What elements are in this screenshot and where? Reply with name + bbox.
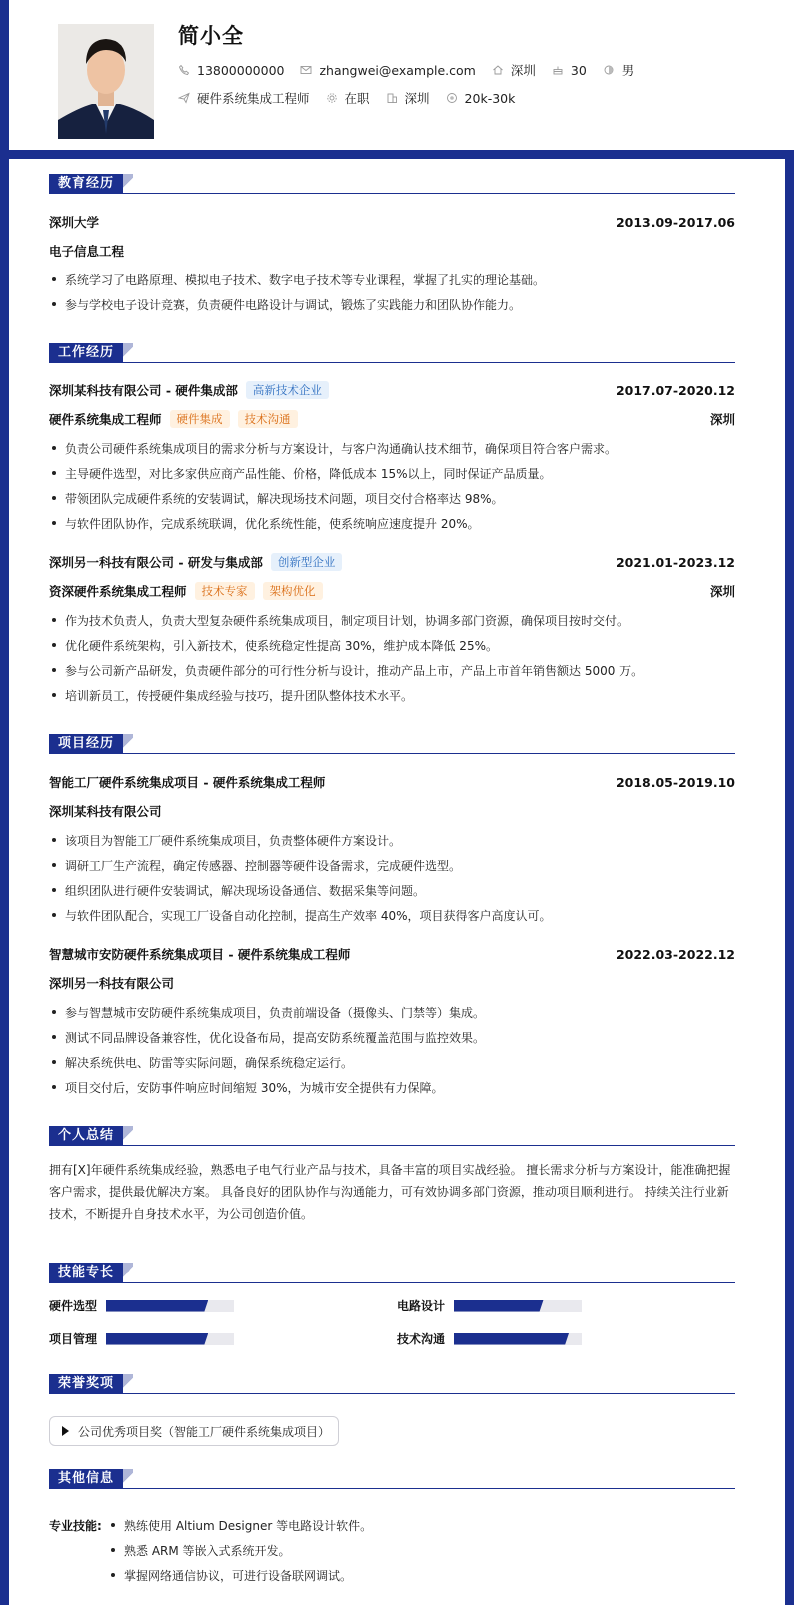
skill-item [49,1297,234,1314]
candidate-name: 简小全 [178,24,244,48]
building-icon [386,92,398,104]
skill-bar [106,1300,234,1312]
project-date: 2022.03-2022.12 [615,946,735,962]
city-text: 深圳 [404,91,430,106]
skill-tag: 技术专家 [195,582,255,600]
section-tail [121,1126,133,1146]
email-text: zhangwei@example.com [319,62,476,78]
section-tail [121,1374,133,1394]
list-item: 参与公司新产品研发，负责硬件部分的可行性分析与设计，推动产品上市，产品上市首年销售额达 5000 万。 [49,662,735,679]
job-title: 硬件系统集成工程师 [49,412,162,427]
position-item [178,89,310,107]
section-project [49,734,735,754]
award-item[interactable] [49,1416,339,1446]
home-icon [492,64,504,76]
phone-icon [178,64,190,76]
skill-item [397,1330,582,1347]
list-item: 调研工厂生产流程，确定传感器、控制器等硬件设备需求，完成硬件选型。 [49,857,735,874]
company-name: 深圳某科技有限公司 - 硬件集成部 [49,383,238,398]
mail-icon [300,64,312,76]
list-item: 测试不同品牌设备兼容性，优化设备布局，提高安防系统覆盖范围与监控效果。 [49,1029,735,1046]
list-item: 优化硬件系统架构，引入新技术，使系统稳定性提高 30%，维护成本降低 25%。 [49,637,735,654]
list-item: 该项目为智能工厂硬件系统集成项目，负责整体硬件方案设计。 [49,832,735,849]
coin-icon [446,92,458,104]
phone-text: 13800000000 [197,62,285,78]
salary-item [446,91,516,106]
gender-item [603,61,635,79]
major: 电子信息工程 [49,244,125,259]
school-name: 深圳大学 [49,215,100,230]
section-label: 技能专长 [49,1263,123,1283]
gear-icon [326,92,338,104]
section-other [49,1469,735,1489]
project-company: 深圳另一科技有限公司 [49,976,175,991]
work-title-row [49,410,735,428]
list-item: 项目交付后，安防事件响应时间缩短 30%，为城市安全提供有力保障。 [49,1079,735,1096]
location-text: 深圳 [510,63,536,78]
status-text: 在职 [344,91,370,106]
phone-item [178,63,284,78]
project-date: 2018.05-2019.10 [615,774,735,790]
list-item: 与软件团队配合，实现工厂设备自动化控制，提高生产效率 40%，项目获得客户高度认可。 [49,907,735,924]
project-name: 智慧城市安防硬件系统集成项目 - 硬件系统集成工程师 [49,947,351,962]
company-tag: 高新技术企业 [246,381,329,399]
skill-tag: 技术沟通 [238,410,298,428]
section-label: 个人总结 [49,1126,123,1146]
skill-bar-fill [454,1333,569,1345]
work-company-row [49,553,735,571]
section-tail [121,174,133,194]
skill-item [397,1297,582,1314]
project-company: 深圳某科技有限公司 [49,804,162,819]
project-name: 智能工厂硬件系统集成项目 - 硬件系统集成工程师 [49,775,326,790]
list-item: 参与学校电子设计竞赛，负责硬件电路设计与调试，锻炼了实践能力和团队协作能力。 [49,296,735,313]
summary-text: 拥有[X]年硬件系统集成经验，熟悉电子电气行业产品与技术，具备丰富的项目实战经验。 擅长需求分析与方案设计，能准确把握客户需求，提供最优解决方案。 具备良好的团队协作与沟通能力，可有效协调多部门资源，推动项目顺利进行。 持续关注行业新技术，不断提升自身技术水平，为公司创造价值。 [49,1163,731,1221]
skill-name: 技术沟通 [397,1332,446,1346]
skill-bar-fill [106,1333,208,1345]
list-item: 负责公司硬件系统集成项目的需求分析与方案设计，与客户沟通确认技术细节，确保项目符合客户需求。 [49,440,735,457]
gender-icon [603,64,615,76]
expand-triangle-icon [62,1426,69,1436]
list-item: 作为技术负责人，负责大型复杂硬件系统集成项目，制定项目计划，协调多部门资源，确保项目按时交付。 [49,612,735,629]
education-major-row [49,242,735,260]
frame-top-border [0,150,794,159]
list-item: 主导硬件选型，对比多家供应商产品性能、价格，降低成本 15%以上，同时保证产品质量。 [49,465,735,482]
project-header [49,945,735,963]
age-item [552,63,587,78]
section-summary [49,1126,735,1146]
list-item: 带领团队完成硬件系统的安装调试，解决现场技术问题，项目交付合格率达 98%。 [49,490,735,507]
education-date: 2013.09-2017.06 [615,214,735,230]
company-tag: 创新型企业 [271,553,343,571]
skill-name: 项目管理 [49,1332,98,1346]
section-label: 教育经历 [49,174,123,194]
company-name: 深圳另一科技有限公司 - 研发与集成部 [49,555,263,570]
skill-bar-fill [106,1300,208,1312]
list-item: 系统学习了电路原理、模拟电子技术、数字电子技术等专业课程，掌握了扎实的理论基础。 [49,271,735,288]
section-awards [49,1374,735,1394]
location-item [492,61,536,79]
status-item [326,89,370,107]
skill-item [49,1330,234,1347]
gender-text: 男 [621,63,635,78]
job-intent-row [178,89,531,107]
skill-bar [454,1300,582,1312]
list-item: 解决系统供电、防雷等实际问题，确保系统稳定运行。 [49,1054,735,1071]
email-item [300,63,475,78]
work-city: 深圳 [709,412,735,427]
job-title: 资深硬件系统集成工程师 [49,584,187,599]
list-item: 掌握网络通信协议，可进行设备联网调试。 [108,1567,708,1584]
send-icon [178,92,190,104]
work-title-row [49,582,735,600]
skill-name: 电路设计 [397,1299,446,1313]
work-city: 深圳 [709,584,735,599]
age-text: 30 [570,62,587,78]
project-company-row [49,974,735,992]
skill-tag: 架构优化 [263,582,323,600]
section-work [49,343,735,363]
skill-tag: 硬件集成 [170,410,230,428]
section-education [49,174,735,194]
list-item: 与软件团队协作，完成系统联调，优化系统性能，使系统响应速度提升 20%。 [49,515,735,532]
skill-name: 硬件选型 [49,1299,98,1313]
work-date: 2021.01-2023.12 [615,554,735,570]
list-item: 参与智慧城市安防硬件系统集成项目，负责前端设备（摄像头、门禁等）集成。 [49,1004,735,1021]
list-item: 熟悉 ARM 等嵌入式系统开发。 [108,1542,708,1559]
award-text: 公司优秀项目奖（智能工厂硬件系统集成项目） [78,1424,331,1439]
frame-left-border [0,0,9,1605]
city-item [386,89,430,107]
list-item: 熟练使用 Altium Designer 等电路设计软件。 [108,1517,708,1534]
contact-row [178,61,650,79]
project-company-row [49,802,735,820]
list-item: 培训新员工，传授硬件集成经验与技巧，提升团队整体技术水平。 [49,687,735,704]
section-skills [49,1263,735,1283]
section-label: 其他信息 [49,1469,123,1489]
education-header [49,213,735,231]
cake-icon [552,64,564,76]
profile-photo [58,24,154,139]
section-label: 荣誉奖项 [49,1374,123,1394]
section-tail [121,1263,133,1283]
section-tail [121,343,133,363]
position-text: 硬件系统集成工程师 [197,91,310,106]
project-header [49,773,735,791]
section-label: 项目经历 [49,734,123,754]
frame-right-border [785,150,794,1605]
salary-text: 20k-30k [464,90,516,106]
list-item: 组织团队进行硬件安装调试，解决现场设备通信、数据采集等问题。 [49,882,735,899]
section-label: 工作经历 [49,343,123,363]
work-date: 2017.07-2020.12 [615,382,735,398]
section-tail [121,1469,133,1489]
skill-bar-fill [454,1300,544,1312]
section-tail [121,734,133,754]
skill-bar [454,1333,582,1345]
skill-bar [106,1333,234,1345]
other-label: 专业技能: [49,1519,102,1533]
work-company-row [49,381,735,399]
